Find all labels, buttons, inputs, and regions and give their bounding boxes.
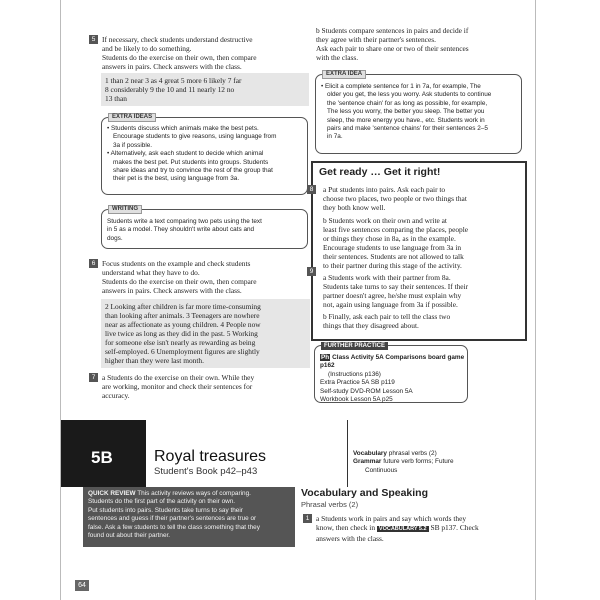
item-7b xyxy=(316,26,521,62)
item-number: 9 xyxy=(307,267,316,276)
text-line: b Finally, ask each pair to tell the class two xyxy=(323,312,451,321)
further-practice-label: FURTHER PRACTICE xyxy=(321,342,388,350)
writing-box xyxy=(101,206,308,249)
text-line: answers in pairs. Check answers with the class. xyxy=(102,62,242,71)
text-line: understand what they have to do. xyxy=(102,268,200,277)
item-number: 8 xyxy=(307,185,316,194)
text-line: or things they chose in 8a, as in the example. xyxy=(323,234,456,243)
text-line: accuracy. xyxy=(102,391,130,400)
page-number: 64 xyxy=(75,580,89,591)
text-line: If necessary, check students understand destructive xyxy=(102,35,253,44)
text-line: their sentences. Students are not allowed to talk xyxy=(323,252,464,261)
text-line: b Students work on their own and write at xyxy=(323,216,447,225)
text-line: Students do the exercise on their own, then compare xyxy=(102,53,257,62)
answer-line: live twice as long as they did in the past. 5 Working xyxy=(105,329,258,338)
text-line: Workbook Lesson 5A p25 xyxy=(320,396,393,404)
text-line: are working, monitor and check their sentences for xyxy=(102,382,253,391)
answer-line: than looking after animals. 3 Teenagers are nowhere xyxy=(105,311,260,320)
get-ready-title: Get ready … Get it right! xyxy=(319,166,441,178)
text-line: answers with the class. xyxy=(316,534,384,543)
text-line: QUICK REVIEW This activity reviews ways of comparing. xyxy=(88,490,251,497)
item-5 xyxy=(89,35,289,71)
text-line: they agree with their partner's sentences. xyxy=(316,35,436,44)
bullet-line: makes the best pet. Put students into groups. Students xyxy=(113,158,269,166)
text-line: answers in pairs. Check answers with the class. xyxy=(102,286,242,295)
text-line: a Put students into pairs. Ask each pair to xyxy=(323,185,446,194)
bullet-line: 3a if possible. xyxy=(113,141,153,149)
bullet-line: The less you worry, the better you sleep. The better you xyxy=(327,108,485,116)
text-line: dogs. xyxy=(107,234,123,242)
item-number: 7 xyxy=(89,373,98,382)
text-line: partner doesn't agree, he/she must explain why xyxy=(323,291,462,300)
get-ready-box xyxy=(311,161,527,341)
vocab-speaking-subtitle: Phrasal verbs (2) xyxy=(301,500,359,509)
section-meta: Vocabulary phrasal verbs (2) Grammar future verb forms; Future Continuous xyxy=(353,450,454,474)
text-line: sentences and guess if their partner's sentences are true or xyxy=(88,515,257,523)
section-code: 5B xyxy=(91,448,113,467)
bullet-line: sleep, the more energy you have., etc. Students work in xyxy=(327,116,485,124)
text-line: Ph Class Activity 5A Comparisons board game p162 xyxy=(320,354,465,370)
bullet-line: Encourage students to give reasons, using language from xyxy=(113,133,277,141)
answer-line: near as affectionate as young children. 4 People now xyxy=(105,320,261,329)
vocabulary-badge: VOCABULARY 5.2 xyxy=(378,526,427,532)
answers-box-6 xyxy=(101,299,310,368)
extra-ideas-label: EXTRA IDEAS xyxy=(108,113,156,122)
bullet-line: share ideas and try to convince the rest of the group that xyxy=(113,167,273,175)
item-number: 1 xyxy=(303,514,312,523)
text-line: Self-study DVD-ROM Lesson 5A xyxy=(320,387,413,395)
answer-line: self-employed. 6 Unemployment figures are slightly xyxy=(105,347,260,356)
text-line: Students write a text comparing two pets using the text xyxy=(107,218,262,225)
writing-label: WRITING xyxy=(108,205,142,214)
answer-line: 1 than 2 near 3 as 4 great 5 more 6 likely 7 far xyxy=(105,76,242,85)
text-line: a Students work in pairs and say which words they xyxy=(316,514,467,523)
quick-review-box xyxy=(83,487,295,547)
answer-line: 13 than xyxy=(105,94,127,103)
answer-line: for someone else isn't nearly as rewarding as being xyxy=(105,338,256,347)
text-line: (Instructions p136) xyxy=(328,370,381,378)
text-line: Encourage students to use language from 3a in xyxy=(323,243,462,252)
teacher-book-page xyxy=(60,0,536,600)
text-line: things that they disagreed about. xyxy=(323,321,419,330)
text-line: in 5 as a model. They shouldn't write about cats and xyxy=(107,226,255,234)
bullet-line: the 'sentence chain' for as long as possible, for example, xyxy=(327,99,488,107)
item-7 xyxy=(89,373,299,400)
bullet-line: their pet is the best, using language from 3a. xyxy=(113,175,240,183)
text-line: and be likely to do something. xyxy=(102,44,192,53)
text-line: a Students work with their partner from 8a. xyxy=(323,273,451,282)
text-line: choose two places, two people or two things that xyxy=(323,194,467,203)
text-line: Students do the first part of the activity on their own. xyxy=(88,498,236,506)
item-number: 5 xyxy=(89,35,98,44)
vocab-speaking-title: Vocabulary and Speaking xyxy=(301,487,429,499)
bullet-line: older you get, the less you worry. Ask students to continue xyxy=(327,91,492,99)
text-line: Extra Practice 5A SB p119 xyxy=(320,379,395,387)
text-line: know, then check in VOCABULARY 5.2 SB p137. Check xyxy=(316,523,479,532)
text-line: to their partner during this stage of the activity. xyxy=(323,261,462,270)
text-line: Students do the exercise on their own, then compare xyxy=(102,277,257,286)
text-line: Focus students on the example and check students xyxy=(102,259,251,268)
extra-idea-box xyxy=(315,71,522,154)
text-line: with the class. xyxy=(316,53,359,62)
text-line: they both know well. xyxy=(323,203,386,212)
answer-line: higher than they were last month. xyxy=(105,356,204,365)
item-number: 6 xyxy=(89,259,98,268)
bullet-line: pairs and make 'sentence chains' for their sentences 2–5 xyxy=(327,125,488,133)
further-practice-box xyxy=(314,345,468,403)
extra-ideas-box xyxy=(101,114,308,195)
answer-line: 8 considerably 9 the 10 and 11 nearly 12 no xyxy=(105,85,235,94)
text-line: found out about their partner. xyxy=(88,532,171,540)
bullet-line: • Elicit a complete sentence for 1 in 7a, for example, The xyxy=(321,83,481,90)
answers-box-5 xyxy=(101,73,309,106)
bullet-line: • Alternatively, ask each student to decide which animal xyxy=(107,150,264,158)
vocab-speaking-text xyxy=(316,514,526,543)
divider xyxy=(347,420,348,487)
answer-line: 2 Looking after children is far more time-consuming xyxy=(105,302,261,311)
text-line: least five sentences comparing the places, people xyxy=(323,225,469,234)
text-line: a Students do the exercise on their own. While they xyxy=(102,373,255,382)
bullet-line: in 7a. xyxy=(327,133,343,141)
item-6 xyxy=(89,259,299,295)
text-line: Students take turns to say their sentences. If their xyxy=(323,282,469,291)
section-title: Royal treasures xyxy=(154,448,267,465)
extra-idea-label: EXTRA IDEA xyxy=(322,70,366,79)
text-line: Put students into pairs. Students take turns to say their xyxy=(88,506,243,514)
section-header xyxy=(61,420,535,487)
bullet-line: • Students discuss which animals make the best pets. xyxy=(107,125,259,132)
text-line: Ask each pair to share one or two of their sentences xyxy=(316,44,469,53)
text-line: false. Ask a few students to tell the class something that they xyxy=(88,523,260,531)
text-line: not, again using language from 3a if possible. xyxy=(323,300,458,309)
text-line: b Students compare sentences in pairs and decide if xyxy=(316,26,469,35)
photocopiable-icon: Ph xyxy=(321,354,330,361)
section-subtitle: Student's Book p42–p43 xyxy=(154,466,258,477)
